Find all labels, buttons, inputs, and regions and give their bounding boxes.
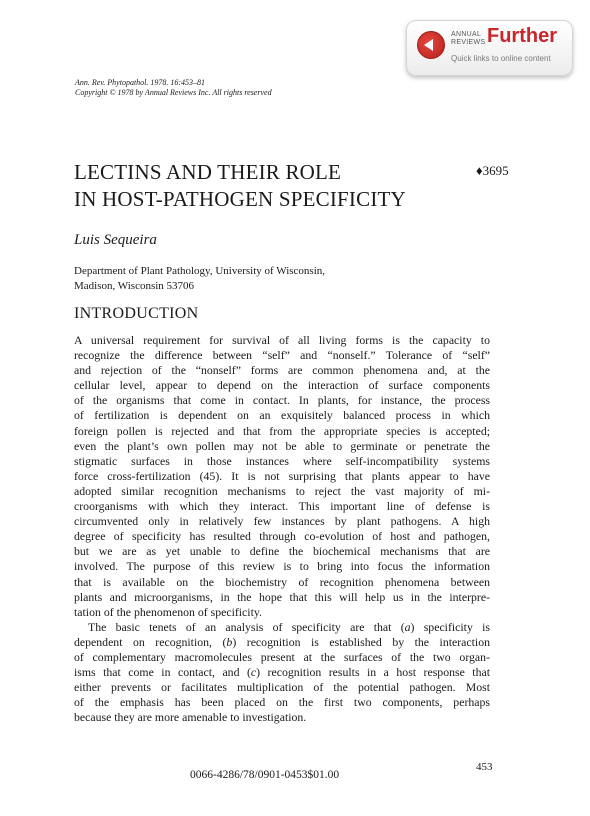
badge-annual: ANNUAL bbox=[451, 31, 482, 38]
text-line: force cross-fertilization (45). It is not surprising that plants appear to have bbox=[74, 468, 490, 483]
text-line: because they are more amenable to investigation. bbox=[74, 710, 307, 725]
section-heading: INTRODUCTION bbox=[74, 305, 199, 322]
text-line: involved. The purpose of this review is to bring into focus the information bbox=[74, 559, 490, 574]
badge-reviews: REVIEWS bbox=[451, 39, 486, 46]
text-line: stigmatic surfaces in those instances where self-incompatibility systems bbox=[74, 453, 490, 468]
text-line: even the plant’s own pollen may not be able to germinate or penetrate the bbox=[74, 438, 490, 453]
article-title bbox=[74, 159, 406, 213]
footer-code: 0066-4286/78/0901-0453$01.00 bbox=[190, 769, 340, 781]
text-line: of the emphasis has been placed on the first two components, perhaps bbox=[74, 695, 490, 710]
badge-further: Further bbox=[487, 25, 557, 47]
author-name: Luis Sequeira bbox=[74, 232, 157, 248]
text-line: isms that come in contact, and (c) recognition results in a host response that bbox=[74, 665, 490, 680]
text-line: of the organisms that come in contact. In plants, for instance, the process bbox=[74, 393, 490, 408]
further-badge[interactable] bbox=[406, 20, 573, 76]
text-line: tation of the phenomenon of specificity. bbox=[74, 604, 262, 619]
text-line: either prevents or facilitates multiplication of the potential pathogen. Most bbox=[74, 680, 490, 695]
page-number: 453 bbox=[476, 761, 493, 773]
text-line: degree of specificity has resulted through co-evolution of host and pathogen, bbox=[74, 529, 490, 544]
text-line: of fertilization is dependent on an exquisitely balanced process in which bbox=[74, 408, 490, 423]
text-line: adopted similar recognition mechanisms to reject the vast majority of mi- bbox=[74, 483, 490, 498]
body-text bbox=[74, 333, 490, 725]
citation-line-2: Copyright © 1978 by Annual Reviews Inc. All rights reserved bbox=[75, 88, 272, 97]
affiliation-line-2: Madison, Wisconsin 53706 bbox=[74, 280, 195, 292]
title-line-2: IN HOST-PATHOGEN SPECIFICITY bbox=[74, 187, 406, 211]
text-line: that is available on the biochemistry of recognition phenomena between bbox=[74, 574, 490, 589]
text-line: circumvented only in relatively few instances by plant pathogens. A high bbox=[74, 514, 490, 529]
affiliation-line-1: Department of Plant Pathology, University of Wisconsin, bbox=[74, 265, 325, 277]
text-line: of complementary macromolecules present at the surfaces of the two organ- bbox=[74, 649, 490, 664]
affiliation bbox=[74, 264, 325, 294]
text-line: dependent on recognition, (b) recognition is established by the interaction bbox=[74, 634, 490, 649]
title-line-1: LECTINS AND THEIR ROLE bbox=[74, 160, 342, 184]
text-line: and rejection of the “nonself” forms are common phenomena and, at the bbox=[74, 363, 490, 378]
text-line: The basic tenets of an analysis of specificity are that (a) specificity is bbox=[88, 619, 490, 634]
text-line: but we are as yet unable to define the biochemical mechanisms that are bbox=[74, 544, 490, 559]
text-line: recognize the difference between “self” and “nonself.” Tolerance of “self” bbox=[74, 348, 490, 363]
text-line: plants and microorganisms, in the hope that this will help us in the interpre- bbox=[74, 589, 490, 604]
badge-tagline: Quick links to online content bbox=[451, 54, 551, 63]
citation-line-1: Ann. Rev. Phytopathol. 1978. 16:453–81 bbox=[75, 78, 206, 87]
play-arrow-icon bbox=[417, 31, 445, 59]
text-line: cellular level, appear to depend on the interaction of surface components bbox=[74, 378, 490, 393]
text-line: foreign pollen is rejected and that from the appropriate species is accepted; bbox=[74, 423, 490, 438]
article-code: ♦3695 bbox=[476, 163, 509, 178]
text-line: A universal requirement for survival of all living forms is the capacity to bbox=[74, 333, 490, 347]
citation bbox=[75, 78, 272, 98]
text-line: croorganisms with which they interact. This important line of defense is bbox=[74, 499, 490, 514]
